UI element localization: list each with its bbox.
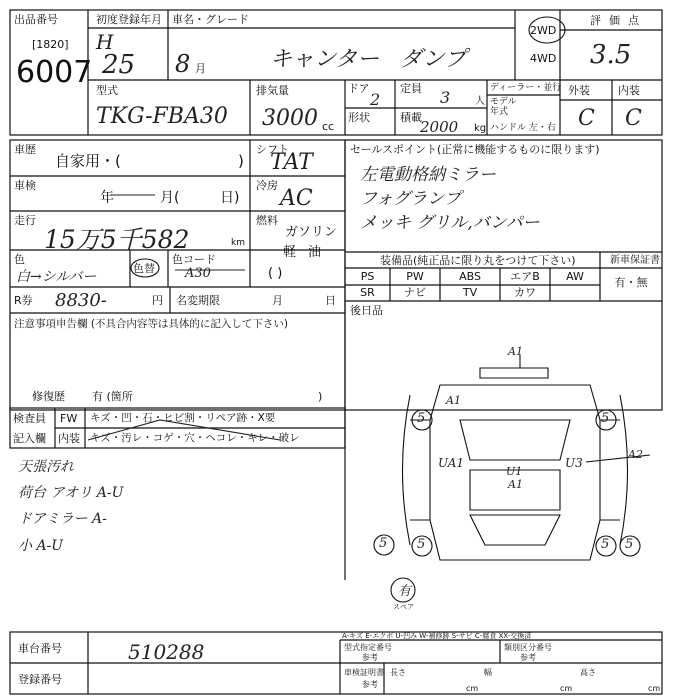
sales-points-label: セールスポイント(正常に機能するものに限ります) [350, 143, 600, 156]
int-text: キズ・汚レ・コゲ・穴・ヘコレ・キレ・破レ [90, 432, 300, 444]
model-year-label1: モデル [490, 97, 517, 107]
tire-rear-right-outer: 5 [625, 537, 634, 552]
after-label: 後日品 [350, 304, 383, 317]
length-cm: cm [466, 684, 479, 693]
reg-month: 8 [175, 50, 191, 78]
shift-label: シフト [256, 143, 289, 156]
name-change-day: 日 [325, 294, 336, 307]
format-ref: 参考 [362, 653, 378, 662]
int-label: 内装 [58, 432, 80, 445]
color-value: 白→シルバー [16, 269, 97, 285]
handle-label: ハンドル 左・右 [490, 123, 556, 133]
load-value: 2000 [420, 118, 459, 136]
category-ref: 参考 [520, 653, 536, 662]
equip-pw: PW [406, 270, 424, 283]
sales-point-3: メッキ グリル,バンパー [360, 213, 540, 233]
new-car-label: 新車保証書 [610, 255, 660, 266]
height-label: 高さ [580, 668, 596, 677]
tire-rear-right: 5 [601, 537, 610, 552]
inspection-year-unit: 年 [100, 190, 114, 206]
lot-number: 6007 [16, 55, 93, 90]
fw-text: キズ・凹・石・ヒビ割・リペア跡・X要 [90, 412, 276, 424]
first-reg-label: 初度登録年月 [96, 13, 162, 26]
tire-rear-left-outer: 5 [379, 536, 388, 551]
mark-roof-2: U1 [506, 465, 523, 478]
format-label: 型式指定番号 [344, 643, 392, 652]
car-name-label: 車名・グレード [172, 13, 249, 26]
interior-value: C [625, 106, 642, 131]
equip-sr: SR [360, 286, 375, 299]
capacity-label: 定員 [400, 82, 422, 95]
ac-label: 冷房 [256, 179, 278, 192]
equip-leather: カワ [514, 286, 536, 299]
score-value: 3.5 [590, 40, 632, 70]
equipment-label: 装備品(純正品に限り丸をつけて下さい) [380, 254, 576, 267]
color-change: 色替 [133, 262, 155, 275]
sales-point-1: 左電動格納ミラー [360, 165, 496, 185]
category-label: 類別区分番号 [504, 643, 552, 652]
remark-4: 小 A-U [18, 538, 64, 554]
model-value: TKG-FBA30 [96, 104, 228, 129]
model-label: 型式 [96, 84, 118, 97]
mark-front-left: A1 [446, 394, 461, 407]
door-label: ドア [348, 82, 370, 95]
tire-rear-left: 5 [417, 537, 426, 552]
width-cm: cm [560, 684, 573, 693]
mileage-value: 15万5千582 [44, 225, 190, 254]
fuel-paren: ( ) [268, 266, 283, 281]
width-label: 幅 [484, 668, 492, 677]
warranty-value: 有・無 [614, 276, 648, 289]
inspector-label-1: 検査員 [13, 412, 46, 425]
era: H [96, 30, 114, 54]
load-label: 積載 [400, 111, 422, 124]
reg-year: 25 [102, 50, 136, 80]
tire-front-left: 5 [417, 411, 426, 426]
interior-label: 内装 [618, 84, 640, 97]
remark-2: 荷台 アオリ A-U [18, 485, 124, 501]
color-label: 色 [14, 253, 25, 266]
repair-value: 有 (箇所 [92, 390, 133, 403]
history-label: 車歴 [14, 143, 36, 156]
spare-label: スペア [393, 603, 414, 611]
km-unit: km [231, 238, 245, 248]
repair-close: ) [318, 390, 323, 403]
month-unit: 月 [195, 62, 206, 75]
displacement-unit: cc [322, 120, 335, 133]
repair-label: 修復歴 [32, 390, 65, 403]
capacity-unit: 人 [475, 96, 485, 107]
equip-ps: PS [360, 270, 375, 283]
remark-3: ドアミラー A- [18, 511, 107, 527]
mileage-label: 走行 [14, 214, 36, 227]
displacement-label: 排気量 [256, 84, 289, 97]
history-close: ) [238, 152, 244, 170]
tire-front-right: 5 [601, 411, 610, 426]
cert-ref: 参考 [362, 680, 378, 689]
equip-aw: AW [566, 270, 584, 283]
equip-tv: TV [462, 286, 478, 299]
chassis-value: 510288 [128, 640, 205, 664]
drive-2wd: 2WD [530, 24, 557, 37]
load-unit: kg [474, 123, 487, 134]
equip-navi: ナビ [404, 286, 426, 299]
ac-value: AC [280, 186, 313, 211]
inspection-month-unit: 月( [160, 190, 180, 206]
fuel-oil: 油 [308, 245, 322, 260]
mark-right-side: A2 [628, 448, 643, 461]
name-change-label: 名変期限 [176, 294, 220, 307]
sales-point-2: フォグランプ [360, 189, 462, 209]
dealer-label: ディーラー・並行 [490, 83, 562, 93]
length-label: 長さ [390, 668, 406, 677]
cert-label: 車検証明書 [344, 668, 384, 677]
drive-4wd: 4WD [530, 52, 557, 65]
name-change-month: 月 [272, 294, 283, 307]
recycle-value: 8830- [55, 290, 107, 311]
spare-mark: 有 [398, 584, 412, 599]
fw-label: FW [60, 412, 78, 425]
lot-label: 出品番号 [14, 13, 58, 26]
shift-value: TAT [270, 150, 313, 175]
lot-sub: [1820] [32, 38, 69, 51]
inspector-label-2: 記入欄 [13, 432, 46, 445]
displacement-value: 3000 [262, 106, 318, 131]
door-value: 2 [370, 90, 381, 109]
shape-label: 形状 [348, 111, 370, 124]
exterior-value: C [578, 106, 595, 131]
remark-1: 天張汚れ [18, 459, 74, 475]
car-name: キャンター [270, 47, 380, 72]
mark-roof-1: A1 [508, 478, 523, 491]
color-code-label: 色コード [172, 253, 216, 266]
exterior-label: 外装 [568, 84, 590, 97]
inspection-label: 車検 [14, 179, 36, 192]
recycle-label: R券 [14, 294, 33, 307]
fuel-gasoline: ガソリン [285, 225, 338, 240]
fuel-light: 軽 [283, 245, 297, 260]
equip-airbag: エアB [510, 270, 540, 283]
color-code-value: A30 [185, 266, 211, 281]
mark-right-door: U3 [565, 456, 583, 470]
mark-left-door: UA1 [438, 456, 465, 470]
mark-front: A1 [508, 345, 523, 358]
model-year-label2: 年式 [490, 107, 509, 117]
legend: A-キズ E-エクボ U-凹み W-補修跡 S-サビ C-腐食 XX-交換済 [342, 632, 532, 640]
fuel-label: 燃料 [256, 214, 278, 227]
equip-abs: ABS [459, 270, 481, 283]
reg-label: 登録番号 [18, 673, 62, 686]
yen-unit: 円 [152, 294, 163, 307]
chassis-label: 車台番号 [18, 642, 62, 655]
score-label: 評価点 [590, 14, 647, 27]
inspection-day-unit: 日) [220, 190, 240, 206]
car-grade: ダンプ [400, 47, 467, 72]
height-cm: cm [648, 684, 661, 693]
capacity-value: 3 [440, 88, 451, 107]
notes-label: 注意事項申告欄 (不具合内容等は具体的に記入して下さい) [14, 318, 289, 330]
history-value: 自家用・( [55, 152, 121, 170]
